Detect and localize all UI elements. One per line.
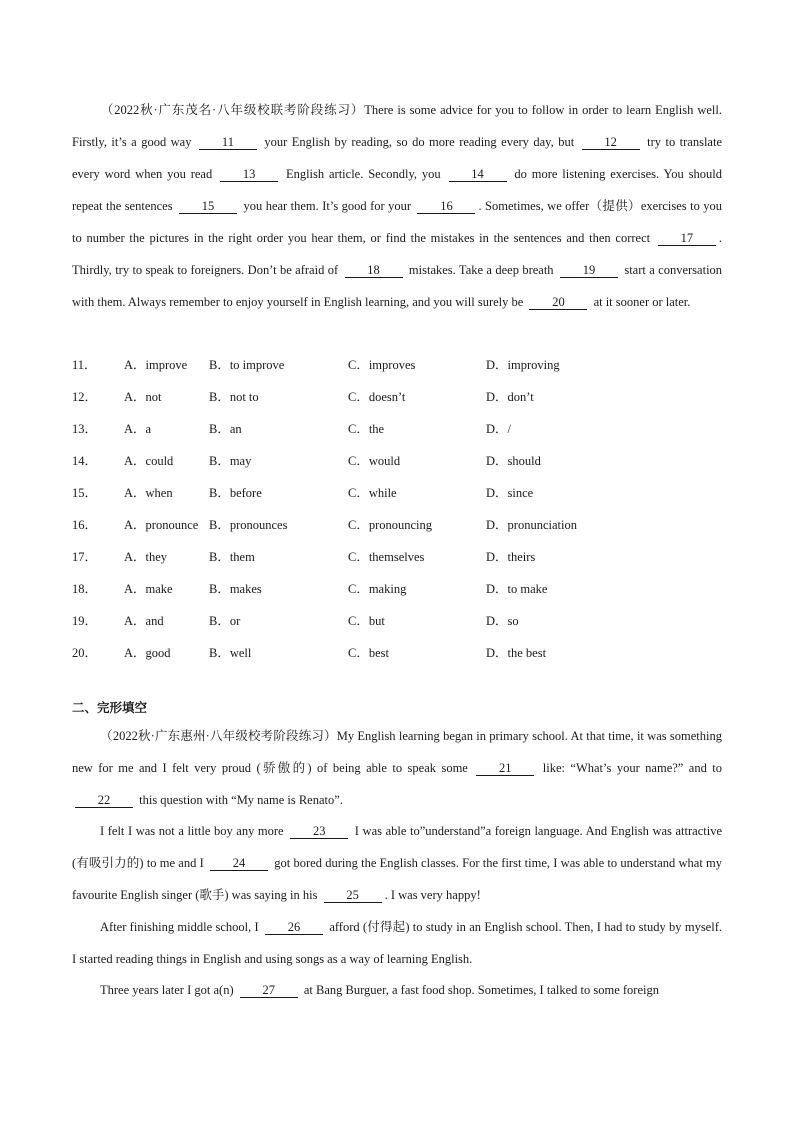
option-b: B．may [209, 454, 252, 468]
option-c: C．improves [348, 358, 416, 372]
passage-text: like: “What’s your name?” and to [542, 761, 723, 775]
passage-text: I felt I was not a little boy any more [100, 824, 284, 838]
passage-text: at it sooner or later. [593, 295, 691, 309]
passage-text: this question with “My name is Renato”. [139, 793, 343, 807]
question-number: 14． [72, 454, 98, 468]
option-d: D．to make [486, 582, 548, 596]
option-d: D．/ [486, 422, 512, 436]
blank-24: 24 [210, 856, 268, 871]
option-c: C．while [348, 486, 397, 500]
option-a: A．and [124, 614, 164, 628]
option-row [72, 445, 722, 477]
option-row [72, 637, 722, 669]
option-c: C．making [348, 582, 407, 596]
blank-21: 21 [476, 761, 534, 776]
blank-19: 19 [560, 263, 618, 278]
blank-13: 13 [220, 167, 278, 182]
option-b: B．them [209, 550, 255, 564]
source-note: （2022秋·广东茂名·八年级校联考阶段练习） [100, 103, 365, 117]
option-row [72, 541, 722, 573]
blank-26: 26 [265, 920, 323, 935]
passage-text: mistakes. Take a deep breath [408, 263, 554, 277]
section-title: 二、完形填空 [72, 700, 148, 715]
option-a: A．make [124, 582, 173, 596]
question-number: 11． [72, 358, 97, 372]
question-number: 13． [72, 422, 98, 436]
option-c: C．would [348, 454, 401, 468]
option-row [72, 349, 722, 381]
option-d: D．so [486, 614, 519, 628]
option-row [72, 605, 722, 637]
option-c: C．themselves [348, 550, 425, 564]
passage-text: I was able to”understand”a foreign language. And English was attractive (有吸引力的) to me and I [72, 824, 723, 870]
passage-text: your English by reading, so do more reading every day, but [264, 135, 575, 149]
option-c: C．best [348, 646, 389, 660]
option-b: B．an [209, 422, 242, 436]
passage-one [72, 94, 722, 318]
option-d: D．since [486, 486, 534, 500]
option-d: D．pronunciation [486, 518, 577, 532]
blank-17: 17 [658, 231, 716, 246]
passage-text: My English learning began in primary school. At that time, it was something new for me and I felt very proud (骄傲的) of being able to speak some [72, 729, 723, 775]
option-a: A．they [124, 550, 168, 564]
passage-text: try to translate every word when you read [72, 135, 723, 181]
passage-text: . Thirdly, try to speak to foreigners. Don’t be afraid of [72, 231, 723, 277]
passage-text: . I was very happy! [384, 888, 481, 902]
option-a: A．not [124, 390, 162, 404]
blank-20: 20 [529, 295, 587, 310]
option-c: C．but [348, 614, 385, 628]
blank-25: 25 [324, 888, 382, 903]
passage-text: . Sometimes, we offer（提供）exercises to you to number the pictures in the right order you hear them, or find the mistakes in the sentences and then correct [72, 199, 723, 245]
option-row [72, 381, 722, 413]
option-c: C．pronouncing [348, 518, 433, 532]
option-a: A．a [124, 422, 152, 436]
passage-two-paragraph-2 [72, 815, 722, 911]
blank-12: 12 [582, 135, 640, 150]
passage-text: do more listening exercises. You should repeat the sentences [72, 167, 722, 213]
option-d: D．the best [486, 646, 547, 660]
option-c: C．the [348, 422, 385, 436]
passage-text: start a conversation with them. Always remember to enjoy yourself in English learning, and you will surely be [72, 263, 723, 309]
option-d: D．don’t [486, 390, 534, 404]
passage-text: Three years later I got a(n) [100, 983, 234, 997]
blank-14: 14 [449, 167, 507, 182]
blank-23: 23 [290, 824, 348, 839]
question-number: 18． [72, 582, 98, 596]
question-number: 15． [72, 486, 98, 500]
question-number: 16． [72, 518, 98, 532]
option-d: D．improving [486, 358, 560, 372]
passage-two-paragraph-1 [72, 720, 722, 816]
passage-text: got bored during the English classes. For the first time, I was able to understand what my favourite English singer (歌手) was saying in his [72, 856, 723, 902]
blank-11: 11 [199, 135, 257, 150]
option-a: A．when [124, 486, 173, 500]
question-number: 19． [72, 614, 98, 628]
option-row [72, 413, 722, 445]
question-number: 17． [72, 550, 98, 564]
option-a: A．improve [124, 358, 188, 372]
option-b: B．to improve [209, 358, 285, 372]
passage-text: you hear them. It’s good for your [243, 199, 412, 213]
option-b: B．pronounces [209, 518, 288, 532]
passage-text: at Bang Burguer, a fast food shop. Sometimes, I talked to some foreign [303, 983, 659, 997]
option-row [72, 573, 722, 605]
source-note: （2022秋·广东惠州·八年级校考阶段练习） [100, 729, 337, 743]
answer-options [72, 349, 722, 669]
option-row [72, 509, 722, 541]
option-b: B．not to [209, 390, 259, 404]
option-a: A．could [124, 454, 174, 468]
passage-text: There is some advice for you to follow in order to learn English well. Firstly, it’s a good way [72, 103, 723, 149]
option-d: D．should [486, 454, 541, 468]
passage-text: English article. Secondly, you [285, 167, 441, 181]
blank-16: 16 [417, 199, 475, 214]
option-row [72, 477, 722, 509]
option-a: A．good [124, 646, 171, 660]
question-number: 20． [72, 646, 98, 660]
option-a: A．pronounce [124, 518, 199, 532]
passage-text: afford (付得起) to study in an English school. Then, I had to study by myself. I started reading things in English and using songs as a way of learning English. [72, 920, 722, 966]
option-b: B．or [209, 614, 241, 628]
blank-15: 15 [179, 199, 237, 214]
blank-27: 27 [240, 983, 298, 998]
passage-text: After finishing middle school, I [100, 920, 259, 934]
option-c: C．doesn’t [348, 390, 406, 404]
option-b: B．makes [209, 582, 262, 596]
passage-two-paragraph-3 [72, 911, 722, 975]
option-d: D．theirs [486, 550, 536, 564]
passage-two-paragraph-4 [72, 974, 722, 1006]
question-number: 12． [72, 390, 98, 404]
option-b: B．well [209, 646, 252, 660]
blank-18: 18 [345, 263, 403, 278]
blank-22: 22 [75, 793, 133, 808]
option-b: B．before [209, 486, 262, 500]
